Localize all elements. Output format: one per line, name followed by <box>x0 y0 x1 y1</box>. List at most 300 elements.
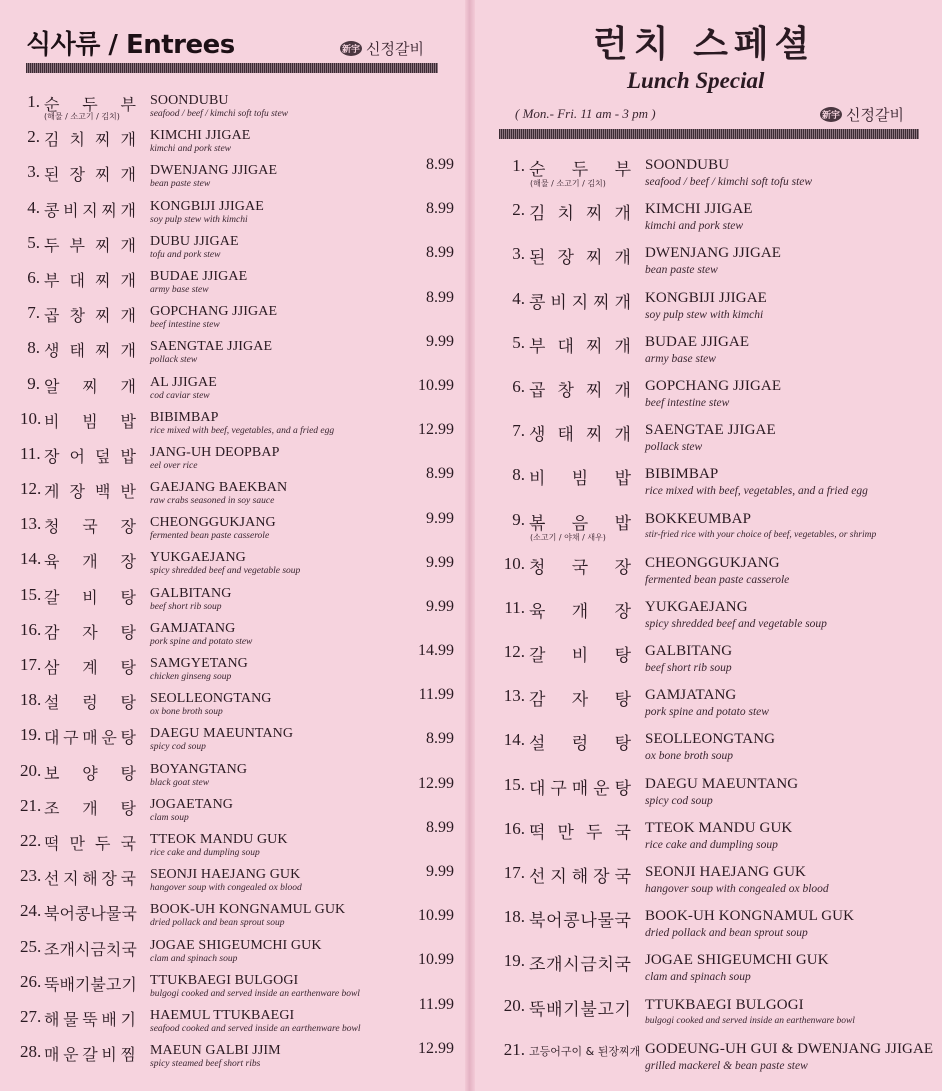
item-price: 9.99 <box>426 509 454 527</box>
english-name: HAEMUL TTUKBAEGI <box>150 1007 295 1023</box>
korean-char: 태 <box>557 425 574 446</box>
english-name: BOOK-UH KONGNAMUL GUK <box>150 902 346 918</box>
korean-char: 생 <box>44 341 60 361</box>
item-description: kimchi and pork stew <box>150 144 232 155</box>
korean-char: 된 <box>529 248 546 269</box>
item-description: rice mixed with beef, vegetables, and a fried egg <box>645 485 868 498</box>
english-name: GALBITANG <box>645 643 733 660</box>
item-description: pollack stew <box>150 355 198 366</box>
item-price: 8.99 <box>426 288 454 306</box>
korean-name <box>529 155 631 180</box>
korean-char: 국 <box>614 911 631 932</box>
korean-char: 대 <box>69 270 85 290</box>
item-number: 26. <box>20 971 42 991</box>
korean-char: 부 <box>44 270 60 290</box>
korean-char: 창 <box>69 306 85 326</box>
korean-char: 뚝 <box>529 999 546 1020</box>
korean-char: 개 <box>120 376 136 396</box>
korean-name <box>529 774 631 799</box>
korean-char: 장 <box>69 482 85 502</box>
item-description: grilled mackerel & bean paste stew <box>645 1059 808 1072</box>
korean-char: 조 <box>44 798 60 818</box>
korean-name <box>529 641 631 666</box>
korean-char: 장 <box>614 601 631 622</box>
korean-char: 육 <box>529 601 546 622</box>
korean-char: 장 <box>44 446 60 466</box>
korean-char: 밥 <box>120 446 136 466</box>
korean-char: 청 <box>529 557 546 578</box>
korean-char: 장 <box>120 517 136 537</box>
korean-char: 개 <box>59 939 75 959</box>
korean-char: 찌 <box>586 380 603 401</box>
english-name: KONGBIJI JJIGAE <box>150 198 264 214</box>
item-description: rice mixed with beef, vegetables, and a fried egg <box>150 425 335 436</box>
item-number: 2. <box>27 127 40 147</box>
item-number: 20. <box>20 760 42 780</box>
korean-char: 배 <box>546 999 563 1020</box>
korean-char: 양 <box>82 763 98 783</box>
item-number: 19. <box>503 951 525 971</box>
english-name: SEOLLEONGTANG <box>150 691 272 707</box>
korean-char: 개 <box>614 336 631 357</box>
korean-char: 김 <box>529 204 546 225</box>
item-number: 8. <box>27 338 40 358</box>
english-name: MAEUN GALBI JJIM <box>150 1043 281 1059</box>
korean-char: 찌 <box>95 270 111 290</box>
korean-char: 비 <box>82 587 98 607</box>
korean-char: 빔 <box>571 469 589 490</box>
item-number: 4. <box>27 197 40 217</box>
korean-char: 국 <box>120 869 136 889</box>
korean-name <box>529 376 631 401</box>
item-number: 12. <box>20 479 42 499</box>
english-name: TTUKBAEGI BULGOGI <box>645 996 804 1013</box>
korean-char: 지 <box>550 867 567 887</box>
korean-char: 지 <box>571 292 589 313</box>
korean-char: 개 <box>120 270 136 290</box>
korean-name <box>44 866 136 889</box>
korean-char: 부 <box>529 336 546 357</box>
korean-char: 감 <box>44 622 60 642</box>
korean-char: 치 <box>69 130 85 150</box>
korean-char: 고등어구이 & 된장찌개 <box>529 1044 641 1058</box>
korean-char: 장 <box>69 165 85 185</box>
korean-name <box>44 901 136 924</box>
entrees-title: 식사류 / Entrees <box>26 30 235 60</box>
logo-text: 신정갈비 <box>846 106 904 124</box>
korean-char: 찌 <box>586 204 603 225</box>
korean-char: 찌 <box>82 376 98 396</box>
korean-char: 찜 <box>120 1045 136 1065</box>
item-number: 12. <box>503 642 525 662</box>
english-name: YUKGAEJANG <box>150 550 246 566</box>
korean-char: 찌 <box>586 248 603 269</box>
item-number: 20. <box>503 995 525 1015</box>
korean-char: 배 <box>101 1009 117 1029</box>
korean-char: 자 <box>571 690 589 711</box>
korean-char: 태 <box>69 341 85 361</box>
korean-char: 게 <box>44 482 60 502</box>
item-description: spicy shredded beef and vegetable soup <box>150 566 301 577</box>
korean-char: 물 <box>597 911 614 932</box>
page-fold <box>465 0 475 1091</box>
english-name: SOONDUBU <box>150 93 229 108</box>
item-description: clam and spinach soup <box>645 971 751 984</box>
item-description: eel over rice <box>150 460 198 471</box>
korean-char: 고 <box>597 999 614 1020</box>
korean-char: 장 <box>614 557 631 578</box>
korean-name <box>44 585 136 608</box>
item-description: fermented bean paste casserole <box>150 531 270 542</box>
korean-char: 곱 <box>44 306 60 326</box>
korean-char: 어 <box>69 446 85 466</box>
korean-char: 금 <box>580 955 597 976</box>
korean-char: 개 <box>82 552 98 572</box>
korean-char: 비 <box>63 200 79 220</box>
korean-char: 해 <box>571 867 589 887</box>
korean-char: 개 <box>120 200 136 220</box>
korean-char: 찌 <box>586 425 603 446</box>
korean-char: 콩 <box>563 911 580 932</box>
item-number: 24. <box>20 901 42 921</box>
english-name: GODEUNG-UH GUI & DWENJANG JJIGAE <box>645 1040 934 1057</box>
korean-name <box>529 1043 641 1059</box>
korean-char: 두 <box>586 822 603 843</box>
item-number: 16. <box>20 619 42 639</box>
korean-char: 개 <box>614 380 631 401</box>
korean-char: 불 <box>580 999 597 1020</box>
korean-char: 덮 <box>95 446 111 466</box>
korean-name <box>44 198 136 221</box>
korean-name <box>44 479 136 502</box>
korean-name <box>529 906 631 931</box>
item-description: spicy shredded beef and vegetable soup <box>645 617 827 630</box>
korean-name <box>44 162 136 185</box>
item-description: seafood / beef / kimchi soft tofu stew <box>645 176 813 188</box>
restaurant-logo <box>340 38 424 59</box>
korean-char: 두 <box>571 160 589 180</box>
english-name: GAMJATANG <box>150 620 236 636</box>
item-description: hangover soup with congealed ox blood <box>645 883 829 895</box>
item-description: dried pollack and bean sprout soup <box>150 918 285 929</box>
item-number: 15. <box>20 584 42 604</box>
item-number: 11. <box>504 597 525 617</box>
item-description: beef short rib soup <box>150 601 222 612</box>
korean-char: 생 <box>529 425 546 446</box>
english-name: JOGAETANG <box>150 796 233 812</box>
korean-char: 떡 <box>44 833 60 853</box>
item-number: 6. <box>512 376 525 396</box>
korean-char: 개 <box>120 165 136 185</box>
korean-char: 어 <box>59 904 75 924</box>
item-description: bulgogi cooked and served inside an earthenware bowl <box>645 1015 855 1026</box>
korean-name <box>529 995 631 1020</box>
english-name: BIBIMBAP <box>645 466 719 483</box>
item-price: 8.99 <box>426 200 454 218</box>
item-description: spicy cod soup <box>150 742 206 753</box>
korean-char: 렁 <box>82 693 98 713</box>
korean-char: 비 <box>101 1045 117 1065</box>
korean-char: 부 <box>614 160 631 180</box>
korean-char: 기 <box>563 999 580 1020</box>
item-price: 9.99 <box>426 553 454 571</box>
korean-name <box>44 620 136 643</box>
korean-char: 치 <box>557 204 574 225</box>
english-name: DWENJANG JJIGAE <box>150 163 278 179</box>
english-name: GAMJATANG <box>645 687 737 704</box>
korean-char: 청 <box>44 517 60 537</box>
korean-char: 찌 <box>95 306 111 326</box>
english-name: GAEJANG BAEKBAN <box>150 480 288 496</box>
item-description: black goat stew <box>150 777 210 788</box>
item-description: bean paste stew <box>150 179 211 190</box>
item-description: cod caviar stew <box>150 390 210 401</box>
korean-name <box>529 818 631 843</box>
item-price: 9.99 <box>426 863 454 880</box>
item-description: bean paste stew <box>645 264 718 277</box>
korean-char: 국 <box>571 557 589 578</box>
korean-name <box>44 444 136 467</box>
item-number: 13. <box>503 686 525 706</box>
korean-name <box>44 831 136 854</box>
item-price: 12.99 <box>418 421 454 439</box>
item-description: spicy steamed beef short ribs <box>150 1059 261 1070</box>
item-number: 14. <box>20 549 42 569</box>
korean-char: 운 <box>101 728 117 748</box>
korean-char: 물 <box>63 1009 79 1029</box>
korean-name <box>44 127 136 150</box>
korean-char: 개 <box>82 798 98 818</box>
item-description: rice cake and dumpling soup <box>150 847 260 858</box>
korean-char: 운 <box>63 1045 79 1065</box>
korean-char: 기 <box>121 974 137 994</box>
korean-char: 백 <box>95 482 111 502</box>
korean-char: 육 <box>44 552 60 572</box>
english-name: SAENGTAE JJIGAE <box>150 339 273 355</box>
korean-char: 조 <box>529 955 546 976</box>
korean-options: (해물 / 소고기 / 김치) <box>44 112 120 121</box>
korean-char: 콩 <box>529 292 546 313</box>
item-description: bulgogi cooked and served inside an earthenware bowl <box>150 988 360 999</box>
korean-char: 탕 <box>120 728 136 748</box>
item-description: tofu and pork stew <box>150 249 221 260</box>
korean-char: 비 <box>44 411 60 431</box>
korean-char: 감 <box>529 690 546 711</box>
korean-char: 밥 <box>614 469 631 490</box>
english-name: KIMCHI JJIGAE <box>150 128 251 144</box>
restaurant-logo <box>820 104 904 125</box>
item-description: beef short rib soup <box>645 662 732 675</box>
korean-char: 계 <box>82 658 98 677</box>
korean-char: 기 <box>614 999 631 1020</box>
english-name: KONGBIJI JJIGAE <box>645 289 767 306</box>
item-number: 23. <box>20 866 42 886</box>
korean-char: 콩 <box>74 904 91 924</box>
korean-char: 국 <box>120 833 136 853</box>
item-number: 17. <box>503 863 525 882</box>
item-number: 5. <box>27 232 40 252</box>
item-number: 10. <box>20 408 42 428</box>
korean-char: 렁 <box>571 734 589 755</box>
korean-name <box>44 972 136 995</box>
korean-name <box>44 514 136 537</box>
item-number: 6. <box>27 267 40 287</box>
item-number: 13. <box>20 514 42 534</box>
korean-char: 불 <box>90 974 106 994</box>
item-price: 8.99 <box>426 465 454 483</box>
korean-char: 찌 <box>586 336 603 357</box>
item-description: ox bone broth soup <box>150 707 223 718</box>
korean-char: 국 <box>614 955 631 976</box>
english-name: GALBITANG <box>150 585 232 601</box>
korean-char: 기 <box>120 1009 136 1029</box>
item-number: 21. <box>20 795 42 815</box>
korean-name <box>44 796 136 819</box>
item-price: 14.99 <box>418 642 454 660</box>
korean-char: 비 <box>571 646 589 667</box>
korean-char: 떡 <box>529 822 546 843</box>
korean-char: 지 <box>82 200 98 220</box>
korean-char: 탕 <box>120 763 136 783</box>
korean-char: 비 <box>550 292 567 313</box>
item-number: 18. <box>503 907 525 927</box>
korean-char: 개 <box>614 204 631 225</box>
item-description: clam and spinach soup <box>150 953 238 964</box>
korean-char: 탕 <box>614 778 631 799</box>
item-description: chicken ginseng soup <box>150 672 232 682</box>
korean-char: 구 <box>550 778 567 799</box>
korean-char: 개 <box>120 341 136 361</box>
item-description: spicy cod soup <box>645 794 713 807</box>
korean-char: 매 <box>82 728 98 748</box>
english-name: DUBU JJIGAE <box>150 233 239 249</box>
item-description: seafood cooked and served inside an earthenware bowl <box>150 1023 361 1034</box>
korean-char: 시 <box>563 955 580 976</box>
english-name: JANG-UH DEOPBAP <box>150 444 280 460</box>
english-name: DWENJANG JJIGAE <box>645 245 782 262</box>
korean-char: 찌 <box>95 130 111 150</box>
english-name: CHEONGGUKJANG <box>645 554 780 571</box>
item-number: 2. <box>512 200 525 220</box>
korean-char: 대 <box>44 728 60 748</box>
korean-char: 탕 <box>120 658 136 677</box>
lunch-special-panel <box>418 0 942 1091</box>
korean-name <box>44 374 136 397</box>
korean-char: 갈 <box>82 1045 98 1065</box>
korean-name <box>44 338 136 361</box>
english-name: SAENGTAE JJIGAE <box>645 422 776 439</box>
korean-char: 탕 <box>120 693 136 713</box>
korean-char: 볶 <box>529 513 546 534</box>
korean-char: 곱 <box>529 380 546 401</box>
korean-char: 장 <box>101 869 117 889</box>
korean-char: 탕 <box>120 798 136 818</box>
korean-char: 선 <box>44 869 60 889</box>
korean-char: 설 <box>529 734 546 755</box>
korean-char: 두 <box>95 833 111 853</box>
korean-char: 보 <box>44 763 60 783</box>
item-description: ox bone broth soup <box>645 750 734 763</box>
item-number: 18. <box>20 690 42 710</box>
korean-char: 자 <box>82 622 98 642</box>
korean-char: 매 <box>571 778 589 799</box>
korean-char: 개 <box>571 601 589 622</box>
item-price: 12.99 <box>418 774 454 792</box>
english-name: BUDAE JJIGAE <box>150 268 248 284</box>
korean-name <box>529 288 631 313</box>
korean-char: 장 <box>557 248 574 269</box>
korean-char: 갈 <box>44 587 60 607</box>
korean-char: 찌 <box>101 200 117 220</box>
korean-char: 찌 <box>593 292 610 313</box>
korean-options: (해물 / 소고기 / 김치) <box>530 179 606 188</box>
korean-name <box>529 597 631 622</box>
korean-name <box>44 725 136 748</box>
korean-char: 설 <box>44 693 60 713</box>
item-price: 8.99 <box>426 818 454 836</box>
korean-name <box>529 950 631 975</box>
item-number: 28. <box>20 1042 42 1062</box>
korean-char: 해 <box>44 1009 60 1029</box>
korean-char: 순 <box>529 160 546 180</box>
korean-name <box>529 685 631 710</box>
korean-name <box>44 690 136 713</box>
korean-char: 개 <box>614 292 631 313</box>
korean-char: 구 <box>63 728 79 748</box>
item-description: army base stew <box>645 352 716 365</box>
item-description: army base stew <box>150 284 209 295</box>
korean-char: 지 <box>63 869 79 889</box>
korean-char: 국 <box>121 904 137 924</box>
item-number: 1. <box>512 156 525 175</box>
english-name: BUDAE JJIGAE <box>645 333 750 350</box>
item-number: 22. <box>20 830 42 850</box>
korean-char: 국 <box>121 939 137 959</box>
korean-char: 알 <box>44 376 60 396</box>
korean-char: 고 <box>105 974 122 994</box>
english-name: JOGAE SHIGEUMCHI GUK <box>150 937 322 953</box>
korean-char: 개 <box>546 955 563 976</box>
item-number: 9. <box>27 373 40 393</box>
korean-name <box>529 464 631 489</box>
korean-name <box>529 243 631 268</box>
korean-char: 뚝 <box>82 1009 98 1029</box>
lunch-title-english: Lunch Special <box>627 68 765 93</box>
korean-char: 빔 <box>82 411 98 431</box>
korean-char: 운 <box>593 778 610 799</box>
item-number: 27. <box>20 1006 42 1026</box>
english-name: BIBIMBAP <box>150 409 219 425</box>
korean-char: 물 <box>105 904 122 924</box>
korean-char: 탕 <box>614 734 631 755</box>
item-number: 7. <box>27 303 40 323</box>
lunch-title-korean: 런치 스페셜 <box>593 23 816 65</box>
item-number: 25. <box>20 936 42 956</box>
item-price: 11.99 <box>418 995 454 1013</box>
item-price: 8.99 <box>426 156 454 173</box>
korean-char: 뚝 <box>44 974 60 994</box>
item-number: 14. <box>503 730 525 750</box>
english-name: SOONDUBU <box>645 157 730 173</box>
item-number: 8. <box>512 465 525 485</box>
item-description: hangover soup with congealed ox blood <box>150 883 302 894</box>
item-number: 3. <box>512 244 525 264</box>
logo-seal-icon: 新宇 <box>340 41 362 56</box>
korean-char: 대 <box>557 336 574 357</box>
title-divider <box>26 63 438 73</box>
korean-char: 배 <box>59 974 75 994</box>
item-number: 4. <box>512 288 525 308</box>
